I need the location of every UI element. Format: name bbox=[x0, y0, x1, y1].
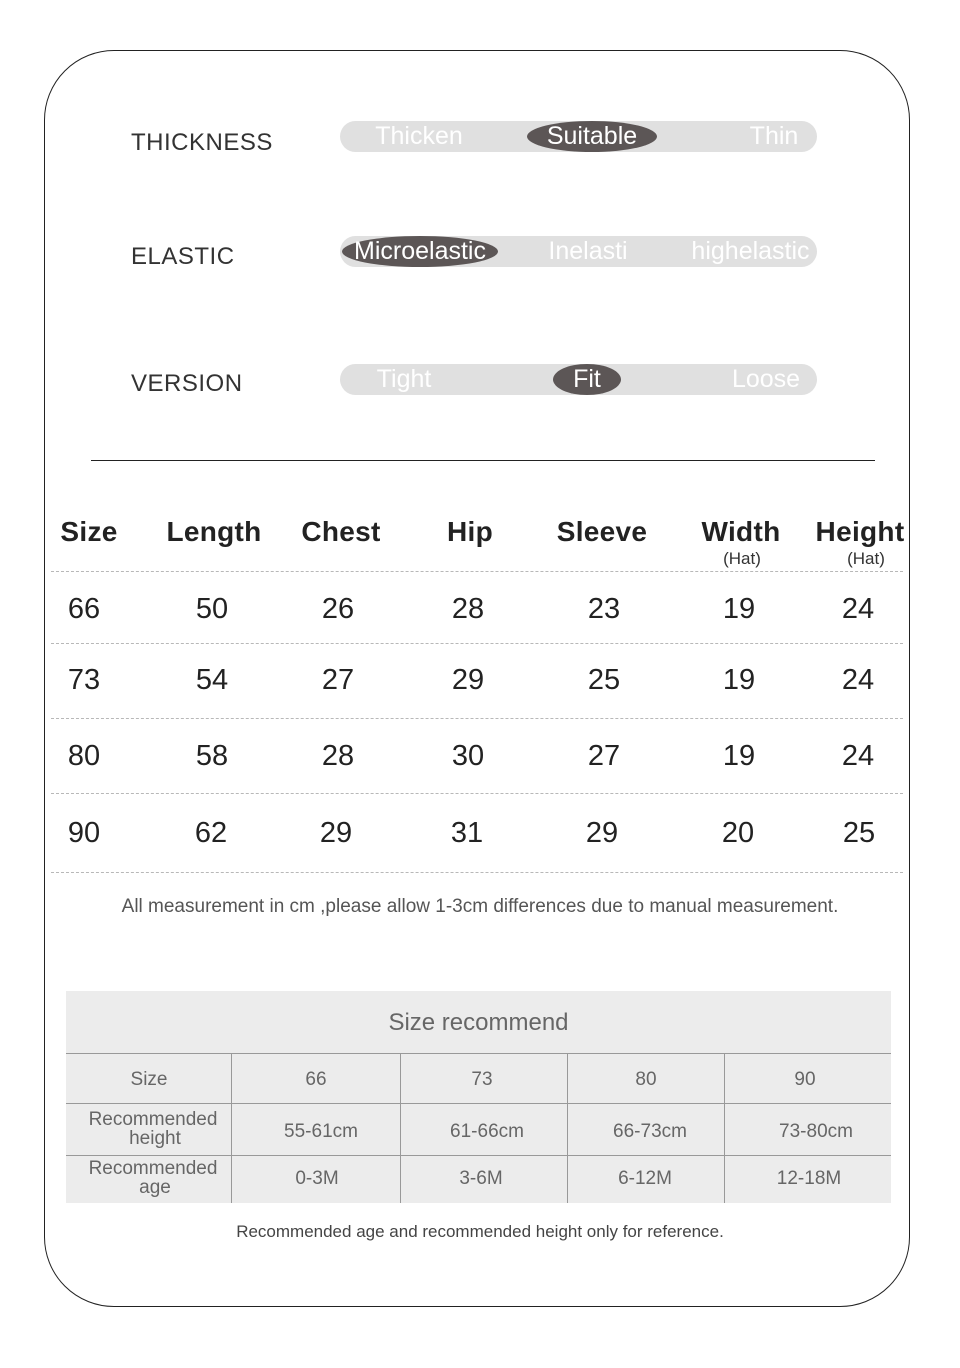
thickness-option-thin: Thin bbox=[749, 122, 799, 150]
table-cell: 19 bbox=[722, 593, 756, 625]
table-cell: 29 bbox=[585, 817, 619, 849]
grid-line bbox=[231, 1053, 232, 1203]
header-height-sub: (Hat) bbox=[847, 549, 885, 568]
table-cell: 28 bbox=[451, 593, 485, 625]
table-cell: 80 bbox=[67, 740, 101, 772]
table-cell: 58 bbox=[195, 740, 229, 772]
header-chest: Chest bbox=[301, 516, 381, 547]
recommend-label-height-line1: Recommended bbox=[88, 1109, 218, 1130]
table-cell: 90 bbox=[67, 817, 101, 849]
recommend-size-90: 90 bbox=[794, 1069, 816, 1090]
version-option-tight: Tight bbox=[376, 365, 432, 393]
table-row bbox=[51, 572, 903, 644]
thickness-option-suitable: Suitable bbox=[527, 121, 657, 152]
header-hip: Hip bbox=[446, 516, 494, 547]
table-cell: 19 bbox=[722, 664, 756, 696]
table-row bbox=[51, 719, 903, 794]
table-cell: 24 bbox=[841, 593, 875, 625]
thickness-label: THICKNESS bbox=[131, 129, 273, 156]
table-cell: 26 bbox=[321, 593, 355, 625]
header-size: Size bbox=[60, 516, 118, 547]
table-cell: 50 bbox=[195, 593, 229, 625]
table-cell: 27 bbox=[321, 664, 355, 696]
table-cell: 31 bbox=[450, 817, 484, 849]
grid-line bbox=[400, 1053, 401, 1203]
grid-line bbox=[66, 1053, 891, 1054]
header-sleeve: Sleeve bbox=[556, 516, 648, 547]
size-table bbox=[51, 500, 903, 873]
table-cell: 28 bbox=[321, 740, 355, 772]
header-height: Height bbox=[815, 516, 905, 547]
table-cell: 73 bbox=[67, 664, 101, 696]
table-cell: 27 bbox=[587, 740, 621, 772]
size-table-header bbox=[51, 500, 903, 572]
section-divider bbox=[91, 460, 875, 461]
recommend-size-66: 66 bbox=[305, 1069, 327, 1090]
recommend-age-73: 3-6M bbox=[459, 1168, 503, 1189]
grid-line bbox=[724, 1053, 725, 1203]
version-scale bbox=[340, 364, 817, 395]
elastic-label: ELASTIC bbox=[131, 243, 235, 270]
table-cell: 30 bbox=[451, 740, 485, 772]
recommend-age-66: 0-3M bbox=[295, 1168, 339, 1189]
recommend-height-90: 73-80cm bbox=[779, 1121, 853, 1142]
thickness-scale bbox=[340, 121, 817, 152]
size-recommend-title: Size recommend bbox=[388, 1009, 569, 1036]
version-option-loose: Loose bbox=[731, 365, 801, 393]
recommend-footnote: Recommended age and recommended height only for reference. bbox=[236, 1222, 724, 1241]
elastic-option-inelasti: Inelasti bbox=[548, 237, 628, 265]
thickness-option-thicken: Thicken bbox=[375, 122, 463, 150]
table-cell: 24 bbox=[841, 740, 875, 772]
recommend-height-66: 55-61cm bbox=[284, 1121, 358, 1142]
table-row bbox=[51, 644, 903, 719]
table-cell: 19 bbox=[722, 740, 756, 772]
table-cell: 24 bbox=[841, 664, 875, 696]
size-recommend-table bbox=[66, 991, 891, 1203]
measurement-note: All measurement in cm ,please allow 1-3cm differences due to manual measurement. bbox=[121, 896, 839, 917]
table-row bbox=[51, 794, 903, 873]
recommend-label-age-line2: age bbox=[139, 1177, 171, 1198]
grid-line bbox=[66, 1155, 891, 1156]
table-cell: 25 bbox=[842, 817, 876, 849]
table-cell: 25 bbox=[587, 664, 621, 696]
recommend-age-90: 12-18M bbox=[776, 1168, 842, 1189]
recommend-label-size: Size bbox=[130, 1069, 168, 1090]
table-cell: 54 bbox=[195, 664, 229, 696]
version-label: VERSION bbox=[131, 370, 243, 397]
grid-line bbox=[567, 1053, 568, 1203]
table-cell: 20 bbox=[721, 817, 755, 849]
table-cell: 23 bbox=[587, 593, 621, 625]
recommend-height-73: 61-66cm bbox=[450, 1121, 524, 1142]
recommend-size-80: 80 bbox=[635, 1069, 657, 1090]
header-width-sub: (Hat) bbox=[723, 549, 761, 568]
header-length: Length bbox=[166, 516, 262, 547]
version-option-fit: Fit bbox=[553, 364, 621, 395]
elastic-scale bbox=[340, 236, 817, 267]
table-cell: 62 bbox=[194, 817, 228, 849]
elastic-option-microelastic: Microelastic bbox=[342, 236, 498, 267]
header-width: Width bbox=[701, 516, 781, 547]
recommend-label-age-line1: Recommended bbox=[88, 1158, 218, 1179]
elastic-option-highelastic: highelastic bbox=[691, 237, 810, 265]
table-cell: 29 bbox=[451, 664, 485, 696]
table-cell: 29 bbox=[319, 817, 353, 849]
recommend-height-80: 66-73cm bbox=[613, 1121, 687, 1142]
grid-line bbox=[66, 1103, 891, 1104]
table-cell: 66 bbox=[67, 593, 101, 625]
recommend-label-height-line2: height bbox=[129, 1128, 181, 1149]
recommend-age-80: 6-12M bbox=[618, 1168, 672, 1189]
recommend-size-73: 73 bbox=[471, 1069, 493, 1090]
